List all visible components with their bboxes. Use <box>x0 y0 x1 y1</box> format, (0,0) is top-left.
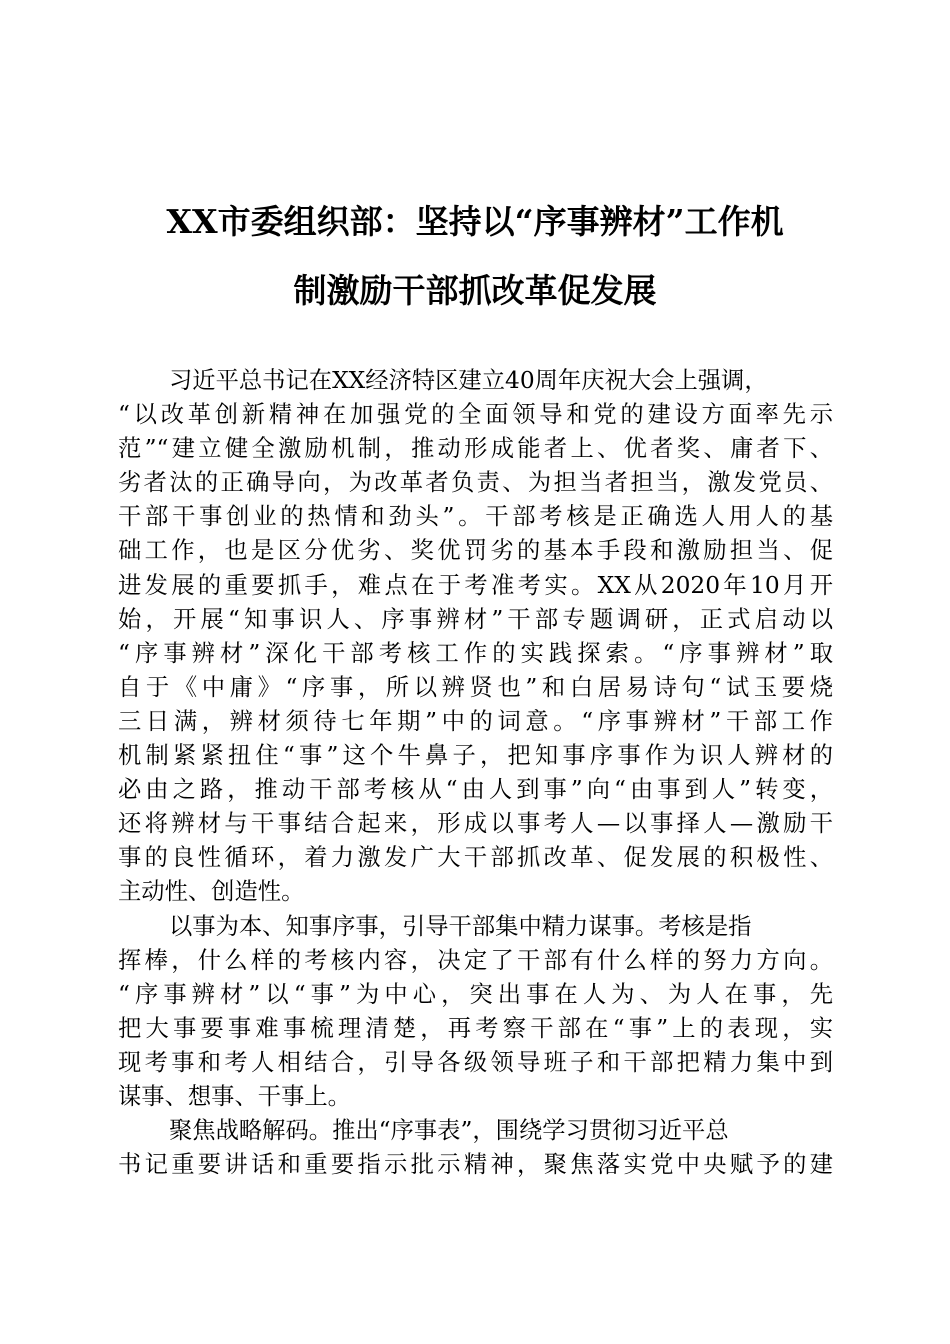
document-body <box>118 364 833 1182</box>
paragraph-1-line: 习近平总书记在XX经济特区建立40周年庆祝大会上强调， <box>169 367 768 394</box>
paragraph-1-line: 础工作，也是区分优劣、奖优罚劣的基本手段和激励担当、促 <box>118 537 833 565</box>
paragraph-2-line: 谋事、想事、干事上。 <box>118 1082 351 1110</box>
paragraph-3-line: 聚焦战略解码。推出“序事表”，围绕学习贯彻习近平总 <box>169 1117 729 1145</box>
paragraph-1-line: 范”“建立健全激励机制，推动形成能者上、优者奖、庸者下、 <box>118 435 833 463</box>
paragraph-2-line: “序事辨材”以“事”为中心，突出事在人为、为人在事，先 <box>118 980 833 1008</box>
paragraph-2-line: 以事为本、知事序事，引导干部集中精力谋事。考核是指 <box>169 912 752 940</box>
document-title-line-1: XX市委组织部：坚持以“序事辨材”工作机 <box>166 202 784 241</box>
paragraph-1-line: 事的良性循环，着力激发广大干部抓改革、促发展的积极性、 <box>118 844 833 872</box>
paragraph-1-line: 劣者汰的正确导向，为改革者负责、为担当者担当，激发党员、 <box>118 469 833 497</box>
paragraph-1-line: 干部干事创业的热情和劲头”。干部考核是正确选人用人的基 <box>118 503 833 531</box>
document-title-line-2: 制激励干部抓改革促发展 <box>293 271 657 310</box>
paragraph-1-line: 三日满，辨材须待七年期”中的词意。“序事辨材”干部工作 <box>118 707 833 735</box>
paragraph-2-line: 把大事要事难事梳理清楚，再考察干部在“事”上的表现，实 <box>118 1014 833 1042</box>
paragraph-1-line: 机制紧紧扭住“事”这个牛鼻子，把知事序事作为识人辨材的 <box>118 742 833 770</box>
paragraph-1-line: 还将辨材与干事结合起来，形成以事考人—以事择人—激励干 <box>118 810 833 838</box>
paragraph-1-line: 进发展的重要抓手，难点在于考准考实。XX从2020年10月开 <box>118 571 833 599</box>
paragraph-1-line: 主动性、创造性。 <box>118 878 305 906</box>
paragraph-1-line: “序事辨材”深化干部考核工作的实践探索。“序事辨材”取 <box>118 639 833 667</box>
paragraph-2-line: 挥棒，什么样的考核内容，决定了干部有什么样的努力方向。 <box>118 946 833 974</box>
paragraph-1-line: 始，开展“知事识人、序事辨材”干部专题调研，正式启动以 <box>118 605 833 633</box>
paragraph-1-line: 必由之路，推动干部考核从“由人到事”向“由事到人”转变， <box>118 776 833 804</box>
paragraph-3-line: 书记重要讲话和重要指示批示精神，聚焦落实党中央赋予的建 <box>118 1151 833 1179</box>
paragraph-2-line: 现考事和考人相结合，引导各级领导班子和干部把精力集中到 <box>118 1048 833 1076</box>
paragraph-1-line: 自于《中庸》“序事，所以辨贤也”和白居易诗句“试玉要烧 <box>118 673 833 701</box>
paragraph-1-line: “以改革创新精神在加强党的全面领导和党的建设方面率先示 <box>118 401 833 429</box>
